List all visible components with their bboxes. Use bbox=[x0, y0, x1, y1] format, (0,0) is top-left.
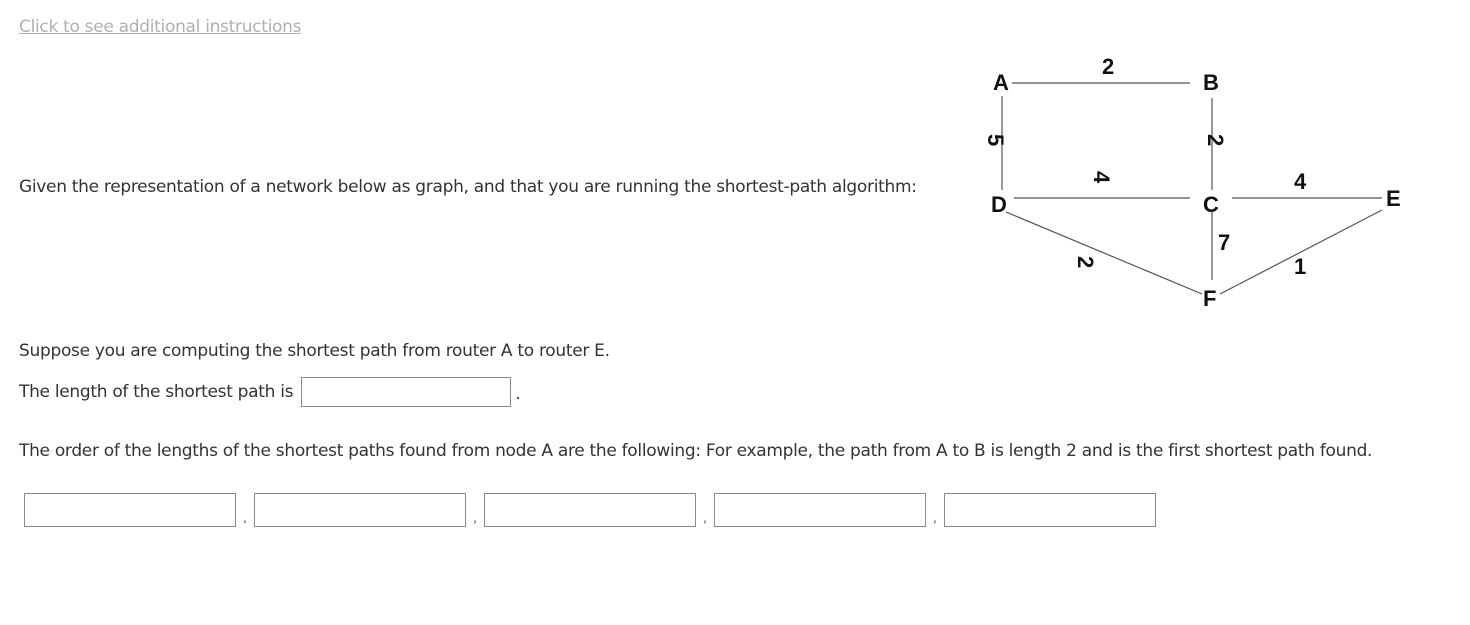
question-order: The order of the lengths of the shortest paths found from node A are the following: For example, the path from A to B is length 2 and is the first shortest path found. bbox=[19, 441, 1373, 461]
order-input-2[interactable] bbox=[254, 493, 466, 527]
weight-d-c: 4 bbox=[1089, 171, 1114, 184]
weight-a-b: 2 bbox=[1102, 54, 1115, 79]
shortest-length-label: The length of the shortest path is bbox=[19, 382, 294, 402]
question-suppose: Suppose you are computing the shortest path from router A to router E. bbox=[19, 341, 610, 361]
shortest-length-row bbox=[19, 377, 520, 407]
weight-a-d: 5 bbox=[983, 134, 1008, 147]
order-input-1[interactable] bbox=[24, 493, 236, 527]
length-period: . bbox=[515, 384, 521, 404]
order-input-4[interactable] bbox=[714, 493, 926, 527]
order-separator: , bbox=[243, 511, 247, 525]
network-graph bbox=[970, 40, 1430, 320]
order-input-3[interactable] bbox=[484, 493, 696, 527]
node-a: A bbox=[993, 70, 1009, 95]
network-graph-svg bbox=[970, 40, 1430, 320]
edge-d-f bbox=[1006, 212, 1202, 294]
additional-instructions-link[interactable]: Click to see additional instructions bbox=[19, 17, 302, 37]
weight-f-e: 1 bbox=[1294, 254, 1307, 279]
shortest-length-input[interactable] bbox=[301, 377, 511, 407]
order-input-5[interactable] bbox=[944, 493, 1156, 527]
node-c: C bbox=[1203, 192, 1219, 217]
order-inputs-row bbox=[24, 493, 1156, 527]
node-d: D bbox=[991, 192, 1007, 217]
edge-f-e bbox=[1220, 210, 1382, 294]
order-separator: , bbox=[473, 511, 477, 525]
node-f: F bbox=[1203, 286, 1217, 311]
weight-c-e: 4 bbox=[1294, 169, 1307, 194]
weight-b-c: 2 bbox=[1203, 134, 1228, 147]
question-intro: Given the representation of a network below as graph, and that you are running the shortest-path algorithm: bbox=[19, 177, 917, 197]
node-b: B bbox=[1203, 70, 1219, 95]
weight-c-f: 7 bbox=[1218, 230, 1231, 255]
node-e: E bbox=[1386, 186, 1401, 211]
order-separator: , bbox=[933, 511, 937, 525]
order-separator: , bbox=[703, 511, 707, 525]
weight-d-f: 2 bbox=[1073, 256, 1098, 269]
